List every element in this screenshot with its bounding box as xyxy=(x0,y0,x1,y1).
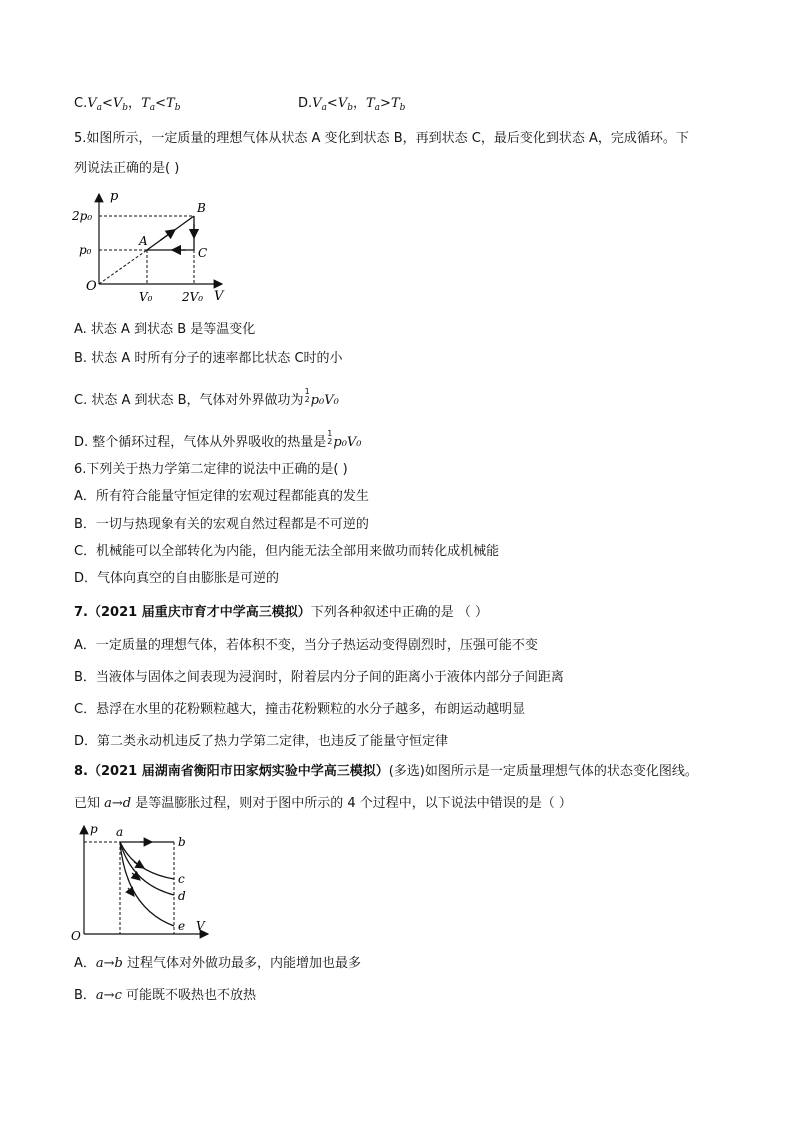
q5-tick-2v0: 2V₀ xyxy=(182,290,204,304)
q5-point-b: B xyxy=(197,201,206,215)
q5-x-label: V xyxy=(214,289,224,304)
q8-pv-diagram xyxy=(68,822,218,944)
q8-origin-label: O xyxy=(71,929,81,943)
q8-point-e: e xyxy=(178,919,186,933)
q5-option-d: D. 整个循环过程，气体从外界吸收的热量是 1 2 p₀V₀ xyxy=(74,429,362,450)
q5-origin-label: O xyxy=(86,279,97,294)
q5-stem-line2: 列说法正确的是( ) xyxy=(74,161,180,176)
q8-stem-line1: 8.（2021 届湖南省衡阳市田家炳实验中学高三模拟）(多选)如图所示是一定质量理想气体的状态变化图线。 xyxy=(74,764,698,779)
q7-option-a: A．一定质量的理想气体，若体积不变，当分子热运动变得剧烈时，压强可能不变 xyxy=(74,638,538,653)
q8-x-label: V xyxy=(196,919,205,933)
q8-process-ad xyxy=(120,842,174,895)
q7-option-b: B．当液体与固体之间表现为浸润时，附着层内分子间的距离小于液体内部分子间距离 xyxy=(74,670,564,685)
q5-option-b: B. 状态 A 时所有分子的速率都比状态 C时的小 xyxy=(74,351,343,366)
q7-option-c: C．悬浮在水里的花粉颗粒越大，撞击花粉颗粒的水分子越多，布朗运动越明显 xyxy=(74,702,526,717)
q6-stem: 6.下列关于热力学第二定律的说法中正确的是( ) xyxy=(74,462,348,477)
q8-option-b: B．a→c 可能既不吸热也不放热 xyxy=(74,988,256,1003)
q5-point-c: C xyxy=(198,246,208,260)
q8-option-a: A．a→b 过程气体对外做功最多，内能增加也最多 xyxy=(74,956,362,971)
q6-option-b: B．一切与热现象有关的宏观自然过程都是不可逆的 xyxy=(74,517,369,532)
q5-pv-diagram xyxy=(72,188,242,308)
q5-option-a: A. 状态 A 到状态 B 是等温变化 xyxy=(74,322,256,337)
q7-option-d: D．第二类永动机违反了热力学第二定律，也违反了能量守恒定律 xyxy=(74,734,449,749)
q7-stem: 7.（2021 届重庆市育才中学高三模拟）下列各种叙述中正确的是 （ ） xyxy=(74,605,488,620)
q5-tick-p0: p₀ xyxy=(79,243,92,257)
q4-option-c: $C.V_a<V_b$，$T_a<T_b$ xyxy=(74,96,181,113)
q8-point-b: b xyxy=(178,835,186,849)
q5-arrow-ab xyxy=(160,230,175,241)
q8-stem-line2: 已知 a→d 是等温膨胀过程，则对于图中所示的 4 个过程中，以下说法中错误的是（ ） xyxy=(74,796,572,811)
q8-point-c: c xyxy=(178,872,185,886)
q5-origin-dashed xyxy=(99,250,147,284)
q6-option-a: A．所有符合能量守恒定律的宏观过程都能真的发生 xyxy=(74,489,369,504)
q5-tick-v0: V₀ xyxy=(139,290,153,304)
q8-arrow-ad xyxy=(132,873,140,880)
q6-option-c: C．机械能可以全部转化为内能，但内能无法全部用来做功而转化成机械能 xyxy=(74,544,500,559)
q5-option-c: C. 状态 A 到状态 B，气体对外界做功为 1 2 p₀V₀ xyxy=(74,387,339,408)
q8-point-a: a xyxy=(116,825,124,839)
q6-option-d: D．气体向真空的自由膨胀是可逆的 xyxy=(74,571,280,586)
q5-point-a: A xyxy=(139,234,148,248)
q5-tick-2p0: 2p₀ xyxy=(72,209,93,223)
q8-point-d: d xyxy=(178,889,186,903)
q8-arrow-ac xyxy=(134,862,144,868)
q5-y-label: p xyxy=(110,189,119,204)
q4-option-d: $D.V_a<V_b$，$T_a>T_b$ xyxy=(298,96,406,113)
q5-stem-line1: 5.如图所示，一定质量的理想气体从状态 A 变化到状态 B，再到状态 C，最后变化到状态 A，完成循环。下 xyxy=(74,131,689,146)
q8-y-label: p xyxy=(90,822,98,836)
